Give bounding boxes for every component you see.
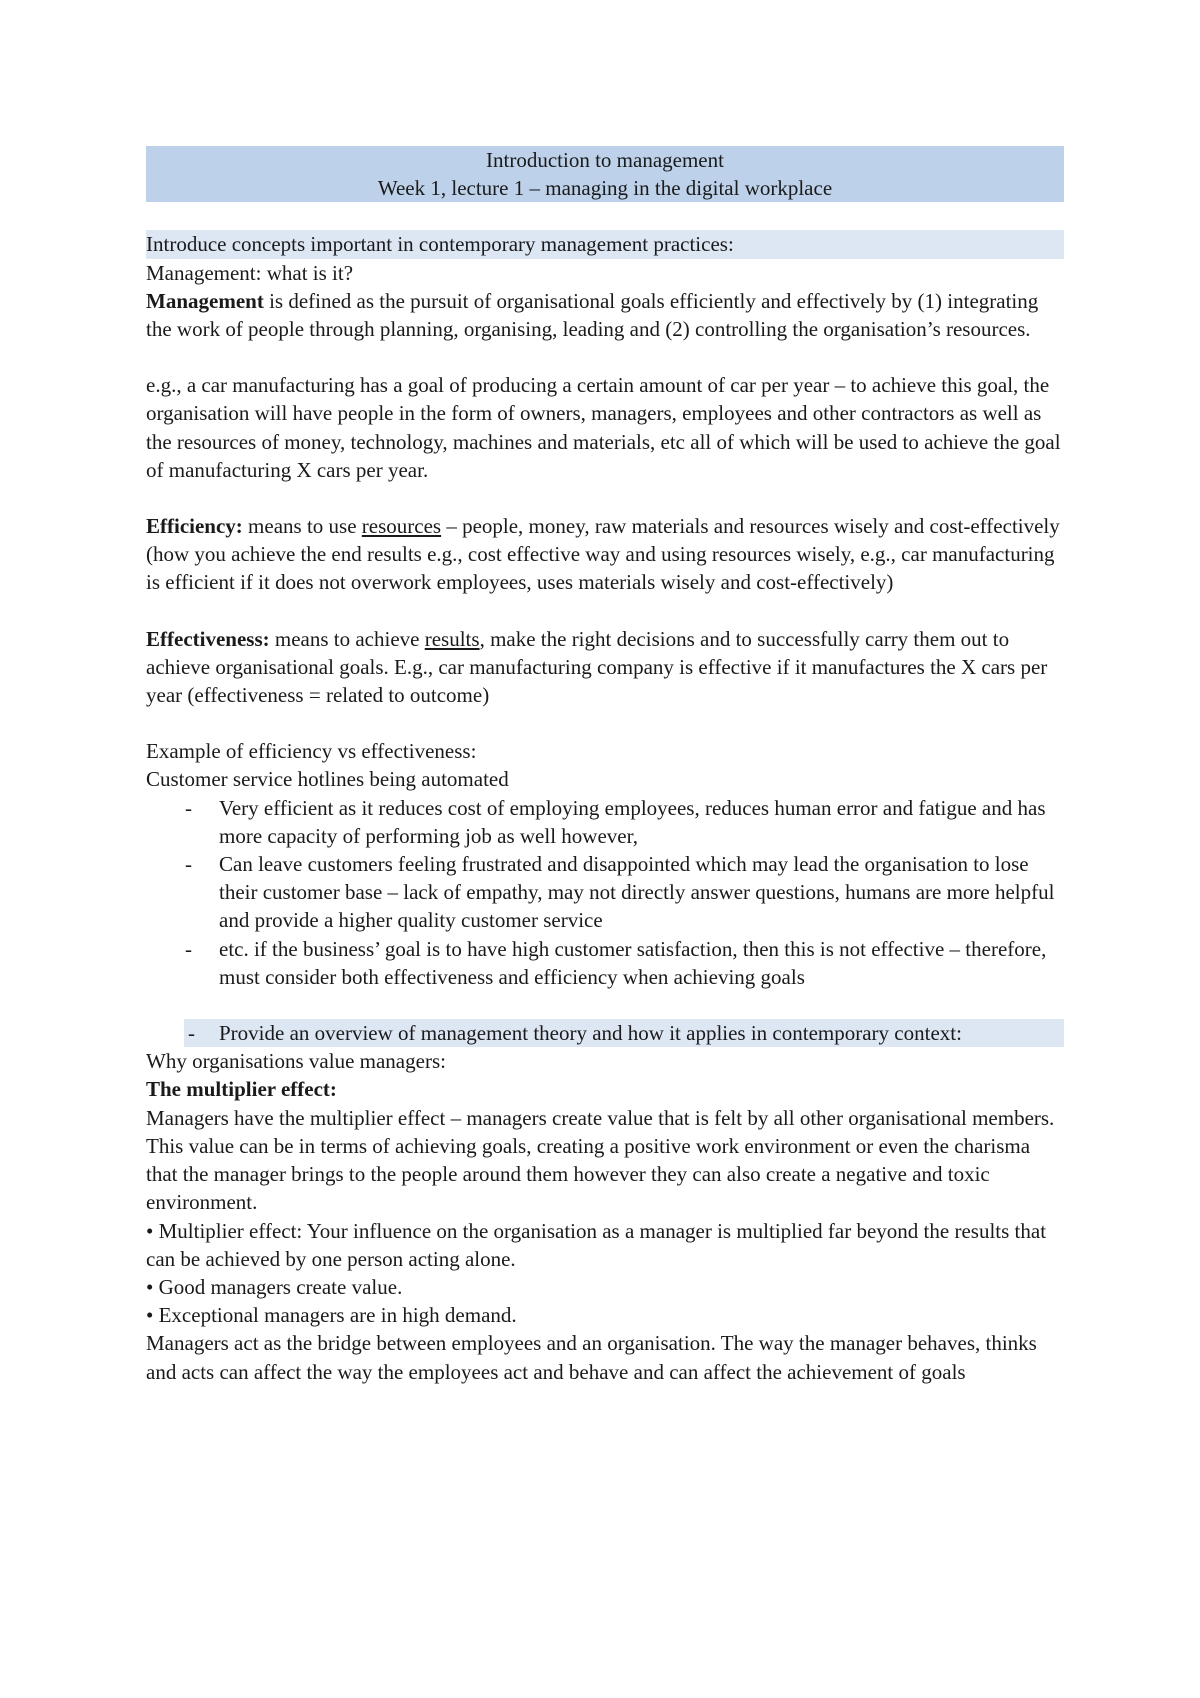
multiplier-heading-text: The multiplier effect:: [146, 1077, 337, 1102]
spacer: [146, 202, 1064, 230]
effectiveness-term: Effectiveness:: [146, 626, 270, 651]
example-heading: Example of efficiency vs effectiveness:: [146, 739, 477, 764]
document-title: Introduction to management: [486, 148, 724, 172]
bullet-item: • Good managers create value.: [146, 1274, 403, 1299]
efficiency-paragraph: [146, 512, 1064, 597]
multiplier-paragraph: Managers have the multiplier effect – managers create value that is felt by all other organisational members. This value can be in terms of achieving goals, creating a positive work environment or even the charisma that the manager brings to the people around them however they can also create a negative and toxic environment.: [146, 1105, 1055, 1215]
effectiveness-underlined: results: [424, 626, 480, 651]
overview-item: - Provide an overview of management theory and how it applies in contemporary context:: [184, 1019, 1064, 1047]
effectiveness-text-post: , make the right decisions and to successfully carry them out to achieve organisational goals. E.g., car manufacturing company is effective if it manufactures the X cars per year (effectiveness = related to outcome): [146, 626, 1048, 708]
effectiveness-paragraph: [146, 625, 1064, 710]
why-line: Why organisations value managers:: [146, 1049, 446, 1074]
spacer: [146, 991, 1064, 1019]
bullet-item: • Multiplier effect: Your influence on the organisation as a manager is multiplied far beyond the results that can be achieved by one person acting alone.: [146, 1218, 1047, 1271]
management-question: Management: what is it?: [146, 260, 354, 285]
management-term: Management: [146, 288, 264, 313]
bullet-item: • Exceptional managers are in high demand.: [146, 1303, 517, 1328]
management-definition: [146, 287, 1064, 343]
efficiency-text-pre: means to use: [242, 514, 362, 539]
spacer: [146, 709, 1064, 737]
list-item: - Very efficient as it reduces cost of employing employees, reduces human error and fatigue and has more capacity of performing job as well however,: [219, 794, 1064, 850]
list-item: - Can leave customers feeling frustrated and disappointed which may lead the organisation to lose their customer base – lack of empathy, may not directly answer questions, humans are more helpful and provide a higher quality customer service: [219, 850, 1064, 935]
efficiency-term: Efficiency:: [146, 514, 243, 539]
efficiency-underlined: resources: [361, 514, 442, 539]
car-example: e.g., a car manufacturing has a goal of producing a certain amount of car per year – to achieve this goal, the organisation will have people in the form of owners, managers, employees and other contractors as well as the resources of money, technology, machines and materials, etc all of which will be used to achieve the goal of manufacturing X cars per year.: [146, 373, 1061, 482]
efficiency-text-post: – people, money, raw materials and resources wisely and cost-effectively (how you achieve the end results e.g., cost effective way and using resources wisely, e.g., car manufacturing is efficient if it does not overwork employees, uses materials wisely and cost-effectively): [146, 514, 1060, 595]
multiplier-heading: [146, 1075, 1064, 1103]
bridge-paragraph: Managers act as the bridge between employees and an organisation. The way the manager behaves, thinks and acts can affect the way the employees act and behave and can affect the achievement of goals: [146, 1331, 1037, 1384]
management-definition-text: is defined as the pursuit of organisational goals efficiently and effectively by (1) integrating the work of people through planning, organising, leading and (2) controlling the organisation’s resources.: [146, 288, 1039, 342]
spacer: [146, 343, 1064, 371]
list-item: - etc. if the business’ goal is to have high customer satisfaction, then this is not effective – therefore, must consider both effectiveness and efficiency when achieving goals: [219, 935, 1064, 991]
concepts-line: Introduce concepts important in contemporary management practices:: [146, 230, 1064, 258]
example-subheading: Customer service hotlines being automated: [146, 767, 509, 792]
spacer: [146, 597, 1064, 625]
effectiveness-text-pre: means to achieve: [269, 626, 425, 651]
title-block: [146, 146, 1064, 202]
spacer: [146, 484, 1064, 512]
document-subtitle: Week 1, lecture 1 – managing in the digital workplace: [377, 176, 833, 201]
example-list: [146, 794, 1064, 991]
